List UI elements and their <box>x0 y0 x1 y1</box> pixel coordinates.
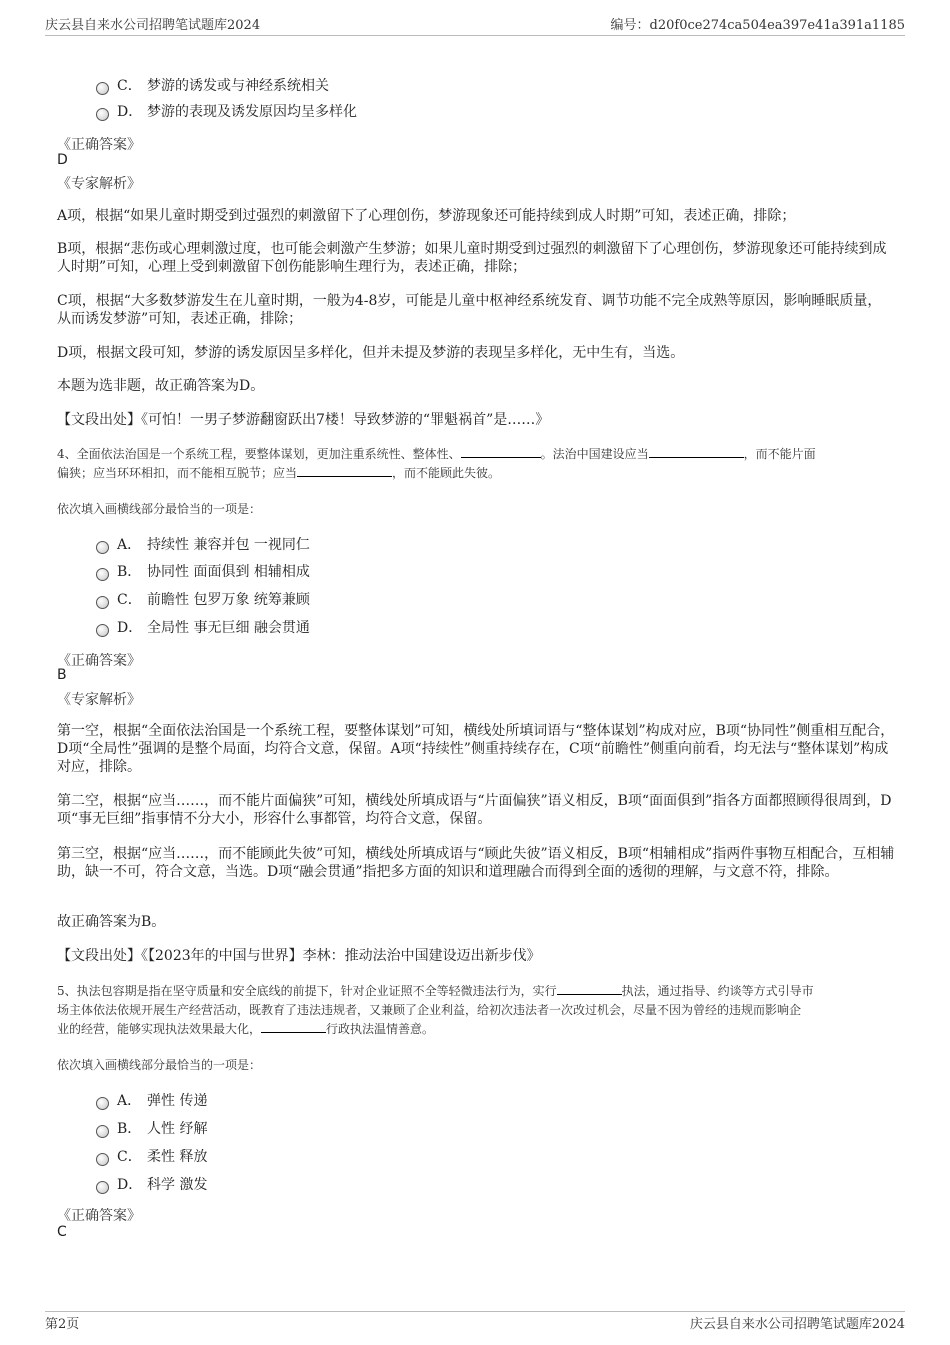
radio-icon[interactable] <box>96 1153 109 1166</box>
q5-option-c[interactable]: C． 柔性 释放 <box>96 1147 207 1167</box>
q3-option-c[interactable]: C． 梦游的诱发或与神经系统相关 <box>96 76 329 96</box>
radio-icon[interactable] <box>96 1181 109 1194</box>
q5-answer-label: 《正确答案》 <box>57 1208 141 1224</box>
blank-1[interactable] <box>557 982 622 995</box>
q5-answer: C <box>57 1224 67 1240</box>
q4-option-d[interactable]: D． 全局性 事无巨细 融会贯通 <box>96 618 310 638</box>
blank-2[interactable] <box>649 445 744 458</box>
header-doc-id: 编号：d20f0ce274ca504ea397e41a391a1185 <box>610 18 905 33</box>
q3-source: 【文段出处】《可怕！一男子梦游翻窗跃出7楼！导致梦游的“罪魁祸首”是……》 <box>57 412 550 428</box>
q4-question: 4、全面依法治国是一个系统工程，要整体谋划，更加注重系统性、整体性、 。法治中国建设应当 ，而不能片面 偏狭；应当环环相扣，而不能相互脱节；应当 ，而不能顾此失彼。 <box>57 447 816 480</box>
q3-conclusion: 本题为选非题，故正确答案为D。 <box>57 378 265 394</box>
q4-analysis-label: 《专家解析》 <box>57 692 141 708</box>
q4-answer-label: 《正确答案》 <box>57 653 141 669</box>
q3-analysis-c: C项，根据“大多数梦游发生在儿童时期，一般为4-8岁，可能是儿童中枢神经系统发育、调节功能不完全成熟等原因，影响睡眠质量，从而诱发梦游”可知，表述正确，排除； <box>57 293 882 327</box>
header-divider <box>45 35 905 36</box>
q4-option-a[interactable]: A． 持续性 兼容并包 一视同仁 <box>96 535 310 555</box>
q5-instruction: 依次填入画横线部分最恰当的一项是： <box>57 1058 262 1072</box>
q3-option-d[interactable]: D． 梦游的表现及诱发原因均呈多样化 <box>96 102 357 122</box>
radio-icon[interactable] <box>96 541 109 554</box>
q4-source: 【文段出处】《【2023年的中国与世界】李林：推动法治中国建设迈出新步伐》 <box>57 948 541 964</box>
q5-question: 5、执法包容期是指在坚守质量和安全底线的前提下，针对企业证照不全等轻微违法行为，实行 执法，通过指导、约谈等方式引导市 场主体依法依规开展生产经营活动，既教育了违法违规者，又兼顾了企业利益，给初次违法者一次改过机会，尽量不因为曾经的违规而影响企 业的经营，能够实现执法效果最大化， 行政执法温情善意。 <box>57 984 814 1036</box>
blank-1[interactable] <box>461 445 541 458</box>
radio-icon[interactable] <box>96 1125 109 1138</box>
q4-answer: B <box>57 667 67 683</box>
header-title: 庆云县自来水公司招聘笔试题库2024 <box>45 18 261 33</box>
q4-analysis-3: 第三空，根据“应当……，而不能顾此失彼”可知，横线处所填成语与“顾此失彼”语义相反，B项“相辅相成”指两件事物互相配合，互相辅助，缺一不可，符合文意，当选。D项“融会贯通”指把多方面的知识和道理融合而得到全面的透彻的理解，与文意不符，排除。 <box>57 846 895 880</box>
footer-title: 庆云县自来水公司招聘笔试题库2024 <box>689 1317 905 1332</box>
radio-icon[interactable] <box>96 1097 109 1110</box>
q3-analysis-b: B项，根据“悲伤或心理刺激过度，也可能会刺激产生梦游；如果儿童时期受到过强烈的刺激留下了心理创伤，梦游现象还可能持续到成人时期”可知，心理上受到刺激留下创伤能影响生理行为，表述正确，排除； <box>57 241 887 275</box>
radio-icon[interactable] <box>96 108 109 121</box>
radio-icon[interactable] <box>96 624 109 637</box>
q3-analysis-d: D项，根据文段可知，梦游的诱发原因呈多样化，但并未提及梦游的表现呈多样化，无中生有，当选。 <box>57 345 685 361</box>
q5-option-a[interactable]: A． 弹性 传递 <box>96 1091 207 1111</box>
q3-analysis-label: 《专家解析》 <box>57 176 141 192</box>
page-header <box>45 14 905 34</box>
page-number: 第2页 <box>45 1317 80 1332</box>
q5-option-d[interactable]: D． 科学 激发 <box>96 1175 207 1195</box>
blank-2[interactable] <box>261 1020 326 1033</box>
q3-answer-label: 《正确答案》 <box>57 137 141 153</box>
q3-answer: D <box>57 152 68 168</box>
q4-analysis-1: 第一空，根据“全面依法治国是一个系统工程，要整体谋划”可知，横线处所填词语与“整体谋划”构成对应，B项“协同性”侧重相互配合，D项“全局性”强调的是整个局面，均符合文意，保留。A项“持续性”侧重持续存在，C项“前瞻性”侧重向前看，均无法与“整体谋划”构成对应，排除。 <box>57 723 895 775</box>
blank-3[interactable] <box>297 464 392 477</box>
q4-option-b[interactable]: B． 协同性 面面俱到 相辅相成 <box>96 562 310 582</box>
q4-analysis-2: 第二空，根据“应当……，而不能片面偏狭”可知，横线处所填成语与“片面偏狭”语义相反，B项“面面俱到”指各方面都照顾得很周到，D项“事无巨细”指事情不分大小，形容什么事都管，均符合文意，保留。 <box>57 793 892 827</box>
q5-option-b[interactable]: B． 人性 纾解 <box>96 1119 207 1139</box>
q4-option-c[interactable]: C． 前瞻性 包罗万象 统筹兼顾 <box>96 590 310 610</box>
radio-icon[interactable] <box>96 596 109 609</box>
radio-icon[interactable] <box>96 568 109 581</box>
radio-icon[interactable] <box>96 82 109 95</box>
q4-conclusion: 故正确答案为B。 <box>57 914 166 930</box>
q3-analysis-a: A项，根据“如果儿童时期受到过强烈的刺激留下了心理创伤，梦游现象还可能持续到成人时期”可知，表述正确，排除； <box>57 208 796 224</box>
q4-instruction: 依次填入画横线部分最恰当的一项是： <box>57 502 262 516</box>
footer-divider <box>45 1311 905 1312</box>
